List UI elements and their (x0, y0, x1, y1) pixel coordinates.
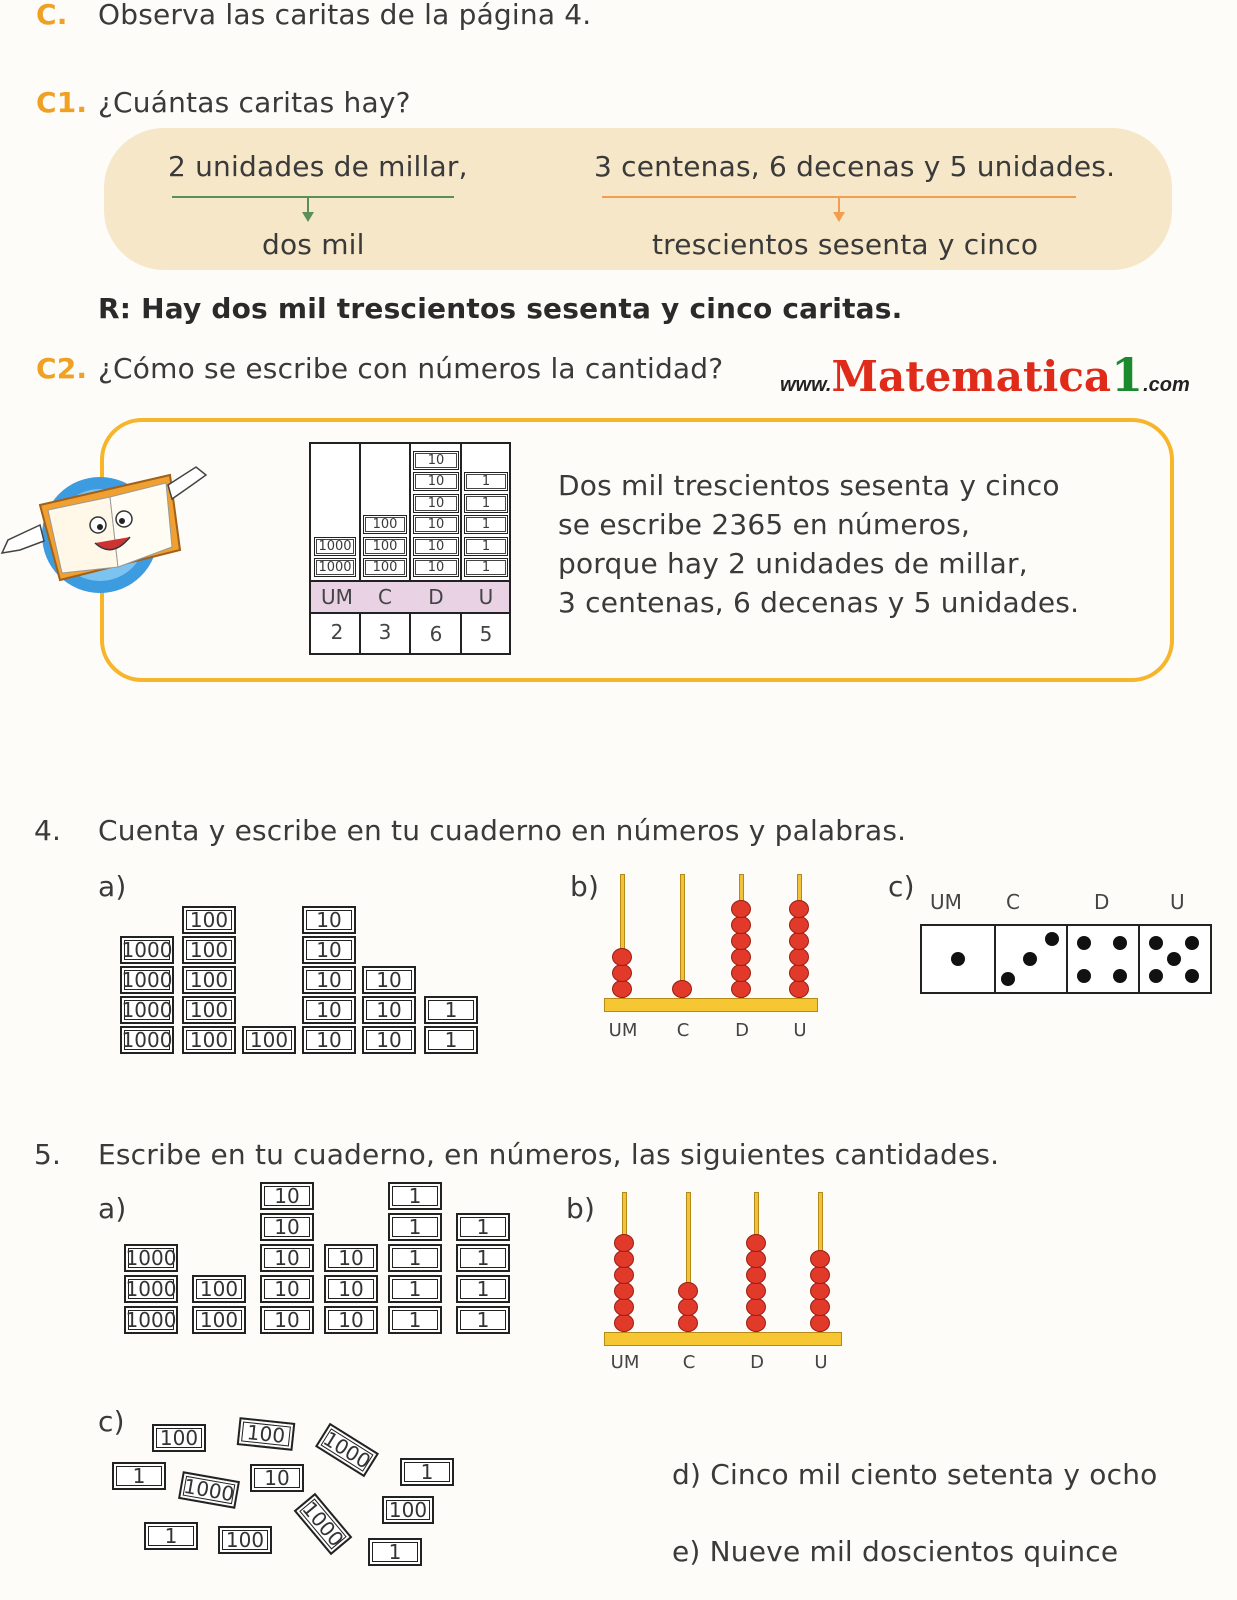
abacus-bead (810, 1282, 830, 1300)
value-card: 1000 (314, 558, 356, 577)
c1-left-line (172, 196, 454, 198)
one-card: 1 (456, 1213, 510, 1241)
c1-right-arrow-shaft (838, 198, 840, 212)
abacus-bead (789, 900, 809, 918)
logo-brand: Matematica (831, 352, 1112, 401)
abacus-bead (731, 916, 751, 934)
hundred-card: 100 (182, 966, 236, 994)
abacus-base (604, 998, 818, 1012)
abacus-column-label: C (682, 1352, 696, 1373)
explanation-line: porque hay 2 unidades de millar, (558, 547, 1028, 580)
dice-dot (1185, 936, 1199, 950)
scattered-card: 100 (237, 1417, 296, 1451)
ex4-b-label: b) (570, 870, 600, 903)
ten-card: 10 (302, 906, 356, 934)
scattered-card: 100 (382, 1496, 434, 1524)
section-c1-question: ¿Cuántas caritas hay? (98, 86, 411, 119)
abacus-bead (614, 1250, 634, 1268)
ten-card: 10 (260, 1213, 314, 1241)
abacus-bead (746, 1314, 766, 1332)
thousand-card: 1000 (125, 1277, 177, 1301)
ten-card: 10 (260, 1182, 314, 1210)
value-card: 100 (363, 537, 407, 556)
dice-dot (1113, 969, 1127, 983)
exercise-5-text: Escribe en tu cuaderno, en números, las siguientes cantidades. (98, 1138, 1000, 1171)
table-header-um: UM (321, 585, 353, 609)
abacus-base (604, 1332, 842, 1346)
scattered-card: 1000 (294, 1493, 353, 1555)
dice-dot (1045, 932, 1059, 946)
ten-card: 10 (324, 1275, 378, 1303)
abacus-bead (746, 1234, 766, 1252)
exercise-4-text: Cuenta y escribe en tu cuaderno en números y palabras. (98, 814, 907, 847)
value-card: 1000 (314, 537, 356, 556)
scattered-card: 100 (152, 1424, 206, 1452)
abacus-bead (731, 932, 751, 950)
table-digit-d: 6 (429, 622, 443, 646)
abacus-bead (746, 1266, 766, 1284)
ten-card: 10 (362, 966, 416, 994)
ex4-c-col-u: U (1170, 890, 1185, 914)
dice-divider (1138, 926, 1140, 992)
value-card: 1 (464, 537, 508, 556)
abacus-bead (614, 1282, 634, 1300)
exercise-4-number: 4. (34, 814, 62, 847)
thousand-card: 1000 (121, 998, 173, 1022)
section-c-text: Observa las caritas de la página 4. (98, 0, 592, 31)
abacus-column-label: D (735, 1020, 749, 1041)
ten-card: 10 (362, 1026, 416, 1054)
one-card: 1 (456, 1244, 510, 1272)
ex4-c-col-d: D (1094, 890, 1110, 914)
abacus-bead (678, 1314, 698, 1332)
c1-left-top: 2 unidades de millar, (168, 150, 468, 183)
logo-prefix: www. (780, 374, 832, 396)
c1-info-box (104, 128, 1172, 270)
section-c2-question: ¿Cómo se escribe con números la cantidad? (98, 352, 724, 385)
ten-card: 10 (260, 1244, 314, 1272)
one-card: 1 (424, 996, 478, 1024)
abacus-bead (746, 1282, 766, 1300)
book-mascot-icon (0, 455, 210, 595)
value-card: 10 (413, 472, 459, 491)
dice-divider (994, 926, 996, 992)
ex4-c-col-um: UM (930, 890, 962, 914)
abacus-bead (810, 1250, 830, 1268)
table-col-divider (460, 444, 462, 653)
one-card: 1 (388, 1275, 442, 1303)
abacus-column-label: U (793, 1020, 807, 1041)
abacus-bead (789, 916, 809, 934)
one-card: 1 (456, 1306, 510, 1334)
ex5-b-label: b) (566, 1192, 596, 1225)
ex4-c-label: c) (888, 870, 915, 903)
value-card: 10 (413, 515, 459, 534)
abacus-bead (731, 948, 751, 966)
thousand-card: 1000 (121, 1028, 173, 1052)
ex5-d-text: d) Cinco mil ciento setenta y ocho (672, 1458, 1158, 1491)
scattered-card: 1 (400, 1458, 454, 1486)
ten-card: 10 (362, 996, 416, 1024)
ex4-a-label: a) (98, 870, 127, 903)
abacus-bead (612, 964, 632, 982)
hundred-card: 100 (182, 1026, 236, 1054)
table-digit-c: 3 (378, 620, 392, 644)
ex5-e-text: e) Nueve mil doscientos quince (672, 1535, 1119, 1568)
dice-dot (1023, 952, 1037, 966)
ex5-a-label: a) (98, 1192, 127, 1225)
ex4-a-cards (120, 904, 490, 1059)
ten-card: 10 (302, 996, 356, 1024)
c1-right-top: 3 centenas, 6 decenas y 5 unidades. (594, 150, 1116, 183)
thousand-card: 1000 (125, 1308, 177, 1332)
c1-right-bottom: trescientos sesenta y cinco (652, 228, 1039, 261)
thousand-card: 1000 (125, 1246, 177, 1270)
explanation-line: Dos mil trescientos sesenta y cinco (558, 469, 1060, 502)
abacus-bead (789, 980, 809, 998)
section-c2-label: C2. (36, 352, 88, 385)
one-card: 1 (388, 1306, 442, 1334)
thousand-card: 1000 (121, 968, 173, 992)
hundred-card: 100 (192, 1275, 246, 1303)
dice-dot (1149, 936, 1163, 950)
value-card: 100 (363, 558, 407, 577)
abacus-bead (810, 1314, 830, 1332)
table-header-u: U (478, 585, 494, 609)
abacus-bead (746, 1298, 766, 1316)
one-card: 1 (424, 1026, 478, 1054)
hundred-card: 100 (192, 1306, 246, 1334)
ten-card: 10 (302, 1026, 356, 1054)
ten-card: 10 (324, 1244, 378, 1272)
hundred-card: 100 (182, 996, 236, 1024)
abacus-bead (678, 1298, 698, 1316)
explanation-line: se escribe 2365 en números, (558, 508, 971, 541)
table-col-divider (409, 444, 411, 653)
value-card: 1 (464, 558, 508, 577)
abacus-bead (810, 1266, 830, 1284)
one-card: 1 (456, 1275, 510, 1303)
dice-dot (1077, 936, 1091, 950)
dice-dot (1149, 969, 1163, 983)
dice-dot (1185, 969, 1199, 983)
section-c1-label: C1. (36, 86, 88, 119)
scattered-card: 1000 (178, 1471, 240, 1509)
scattered-card: 1000 (315, 1423, 379, 1477)
place-value-table (309, 442, 511, 655)
one-card: 1 (388, 1182, 442, 1210)
ex5-a-cards (124, 1180, 524, 1340)
abacus-column-label: UM (608, 1020, 638, 1041)
abacus-bead (731, 980, 751, 998)
c1-left-arrow-icon (302, 212, 314, 222)
one-card: 1 (388, 1244, 442, 1272)
dice-dot (1113, 936, 1127, 950)
ex5-c-label: c) (98, 1405, 125, 1438)
value-card: 10 (413, 558, 459, 577)
ten-card: 10 (302, 966, 356, 994)
logo-digit: 1 (1111, 348, 1144, 402)
abacus-bead (614, 1314, 634, 1332)
c1-answer: R: Hay dos mil trescientos sesenta y cinco caritas. (98, 292, 903, 325)
value-card: 10 (413, 451, 459, 470)
table-header-c: C (378, 585, 392, 609)
ten-card: 10 (324, 1306, 378, 1334)
abacus-bead (731, 964, 751, 982)
ex4-c-dice (920, 924, 1212, 994)
dice-dot (1167, 952, 1181, 966)
dice-divider (1066, 926, 1068, 992)
value-card: 10 (413, 537, 459, 556)
abacus-bead (672, 980, 692, 998)
abacus-column-label: D (750, 1352, 764, 1373)
ten-card: 10 (302, 936, 356, 964)
hundred-card: 100 (242, 1026, 296, 1054)
c1-left-arrow-shaft (307, 198, 309, 212)
dice-dot (1077, 969, 1091, 983)
abacus-bead (810, 1298, 830, 1316)
explanation-line: 3 centenas, 6 decenas y 5 unidades. (558, 586, 1080, 619)
abacus-bead (789, 932, 809, 950)
c1-right-arrow-icon (833, 212, 845, 222)
ten-card: 10 (260, 1306, 314, 1334)
scattered-card: 1 (368, 1538, 422, 1566)
thousand-card: 1000 (121, 938, 173, 962)
c1-left-bottom: dos mil (262, 228, 365, 261)
value-card: 10 (413, 494, 459, 513)
ex4-b-abacus (600, 870, 830, 1050)
abacus-bead (678, 1282, 698, 1300)
ex5-b-abacus (600, 1186, 850, 1376)
table-header-d: D (428, 585, 444, 609)
one-card: 1 (388, 1213, 442, 1241)
scattered-card: 1 (144, 1522, 198, 1550)
value-card: 1 (464, 494, 508, 513)
value-card: 1 (464, 515, 508, 534)
site-logo (780, 348, 1190, 402)
scattered-card: 10 (250, 1464, 304, 1492)
abacus-column-label: U (814, 1352, 828, 1373)
table-col-divider (359, 444, 361, 653)
abacus-bead (614, 1266, 634, 1284)
logo-suffix: .com (1143, 374, 1190, 396)
exercise-5-number: 5. (34, 1138, 62, 1171)
dice-dot (951, 952, 965, 966)
hundred-card: 100 (182, 906, 236, 934)
table-digit-u: 5 (479, 622, 493, 646)
hundred-card: 100 (182, 936, 236, 964)
section-c-label: C. (36, 0, 68, 31)
abacus-bead (614, 1234, 634, 1252)
abacus-bead (731, 900, 751, 918)
c2-explanation-text (558, 466, 1079, 622)
scattered-card: 100 (218, 1526, 272, 1554)
scattered-card: 1 (112, 1462, 166, 1490)
abacus-column-label: UM (610, 1352, 640, 1373)
value-card: 100 (363, 515, 407, 534)
abacus-bead (612, 980, 632, 998)
abacus-bead (614, 1298, 634, 1316)
abacus-bead (789, 964, 809, 982)
abacus-bead (612, 948, 632, 966)
abacus-bead (789, 948, 809, 966)
dice-dot (1001, 972, 1015, 986)
abacus-bead (746, 1250, 766, 1268)
value-card: 1 (464, 472, 508, 491)
abacus-column-label: C (676, 1020, 690, 1041)
ex5-c-cards (100, 1410, 480, 1600)
ex4-c-col-c: C (1006, 890, 1020, 914)
ten-card: 10 (260, 1275, 314, 1303)
table-digit-um: 2 (330, 620, 344, 644)
